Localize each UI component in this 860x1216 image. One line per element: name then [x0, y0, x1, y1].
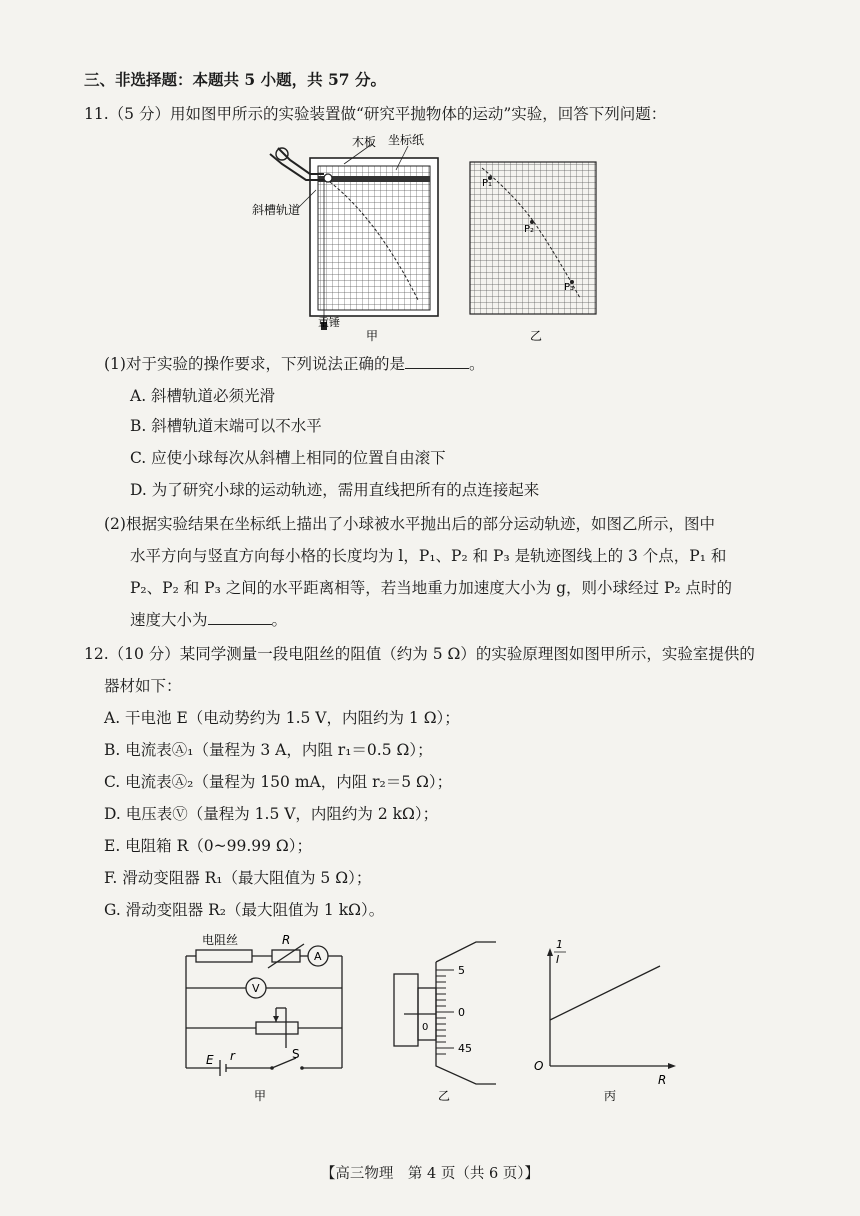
x-axis-label: R [658, 1073, 667, 1087]
q11-option-b: B. 斜槽轨道末端可以不水平 [130, 417, 322, 435]
q11-figure-yi [468, 158, 608, 342]
q11-part2-line3: P₂、P₂ 和 P₃ 之间的水平距离相等，若当地重力加速度大小为 g，则小球经过 P₂ 点时的 [130, 579, 733, 597]
q12-item-b: B. 电流表Ⓐ₁（量程为 3 A，内阻 r₁＝0.5 Ω）； [104, 741, 433, 759]
y-axis-denominator: I [556, 953, 560, 966]
resistor-box-label: R [282, 933, 291, 947]
micrometer-tick-0: 0 [458, 1006, 465, 1019]
q12-item-f: F. 滑动变阻器 R₁（最大阻值为 5 Ω）； [104, 869, 372, 887]
switch-label: S [292, 1047, 300, 1061]
micrometer-tick-5: 5 [458, 964, 465, 977]
emf-label: E [206, 1053, 214, 1067]
q12-figure-bing-graph [526, 936, 686, 1106]
q11-option-c: C. 应使小球每次从斜槽上相同的位置自由滚下 [130, 449, 446, 467]
q11-stem: 11.（5 分）用如图甲所示的实验装置做“研究平抛物体的运动”实验，回答下列问题： [84, 105, 667, 123]
chute-label: 斜槽轨道 [252, 203, 301, 217]
q12-figure-jia-circuit [172, 930, 362, 1106]
q11-option-d: D. 为了研究小球的运动轨迹，需用直线把所有的点连接起来 [130, 481, 540, 499]
wire-label: 电阻丝 [202, 933, 239, 947]
fig-yi2-caption: 乙 [438, 1089, 451, 1103]
q11-option-a: A. 斜槽轨道必须光滑 [130, 387, 276, 405]
q12-figure-yi-micrometer [386, 930, 506, 1106]
coord-paper-label: 坐标纸 [388, 133, 425, 147]
q11-part2-line1: (2)根据实验结果在坐标纸上描出了小球被水平抛出后的部分运动轨迹，如图乙所示，图中 [104, 515, 715, 533]
q12-stem-line1: 12.（10 分）某同学测量一段电阻丝的阻值（约为 5 Ω）的实验原理图如图甲所示，实验室提供的 [84, 645, 755, 663]
fig-bing-caption: 丙 [604, 1089, 617, 1103]
q12-stem-line2: 器材如下： [104, 677, 182, 695]
voltmeter-label: V [252, 982, 260, 995]
fig-jia-caption: 甲 [366, 329, 379, 342]
section-heading: 三、非选择题：本题共 5 小题，共 57 分。 [84, 70, 386, 89]
q11-part1: (1)对于实验的操作要求，下列说法正确的是 。 [104, 355, 485, 373]
p3-label: P₃ [564, 282, 575, 293]
internal-resistance-label: r [230, 1049, 235, 1063]
origin-label: O [534, 1059, 544, 1073]
q12-item-d: D. 电压表Ⓥ（量程为 1.5 V，内阻约为 2 kΩ）； [104, 805, 439, 823]
page-footer: 【高三物理 第 4 页（共 6 页）】 [320, 1166, 540, 1182]
fig-jia2-caption: 甲 [254, 1089, 267, 1103]
q11-part2-line2: 水平方向与竖直方向每小格的长度均为 l，P₁、P₂ 和 P₃ 是轨迹图线上的 3 个点，P₁ 和 [130, 547, 727, 565]
p1-label: P₁ [482, 178, 493, 189]
ammeter-label: A [314, 950, 322, 963]
micrometer-tick-45: 45 [458, 1042, 472, 1055]
q12-item-c: C. 电流表Ⓐ₂（量程为 150 mA，内阻 r₂＝5 Ω）； [104, 773, 453, 791]
q12-item-a: A. 干电池 E（电动势约为 1.5 V，内阻约为 1 Ω）； [104, 709, 460, 727]
q12-item-g: G. 滑动变阻器 R₂（最大阻值为 1 kΩ）。 [104, 901, 385, 919]
y-axis-numerator: 1 [556, 938, 563, 951]
q11-figure-jia [248, 130, 448, 342]
q12-item-e: E. 电阻箱 R（0~99.99 Ω）； [104, 837, 313, 855]
board-label: 木板 [352, 135, 377, 149]
fig-yi-caption: 乙 [530, 329, 543, 342]
q11-part2-line4: 速度大小为 。 [130, 611, 288, 629]
plumb-label: 重锤 [318, 316, 340, 329]
main-scale-zero: 0 [422, 1022, 429, 1033]
p2-label: P₂ [524, 224, 535, 235]
